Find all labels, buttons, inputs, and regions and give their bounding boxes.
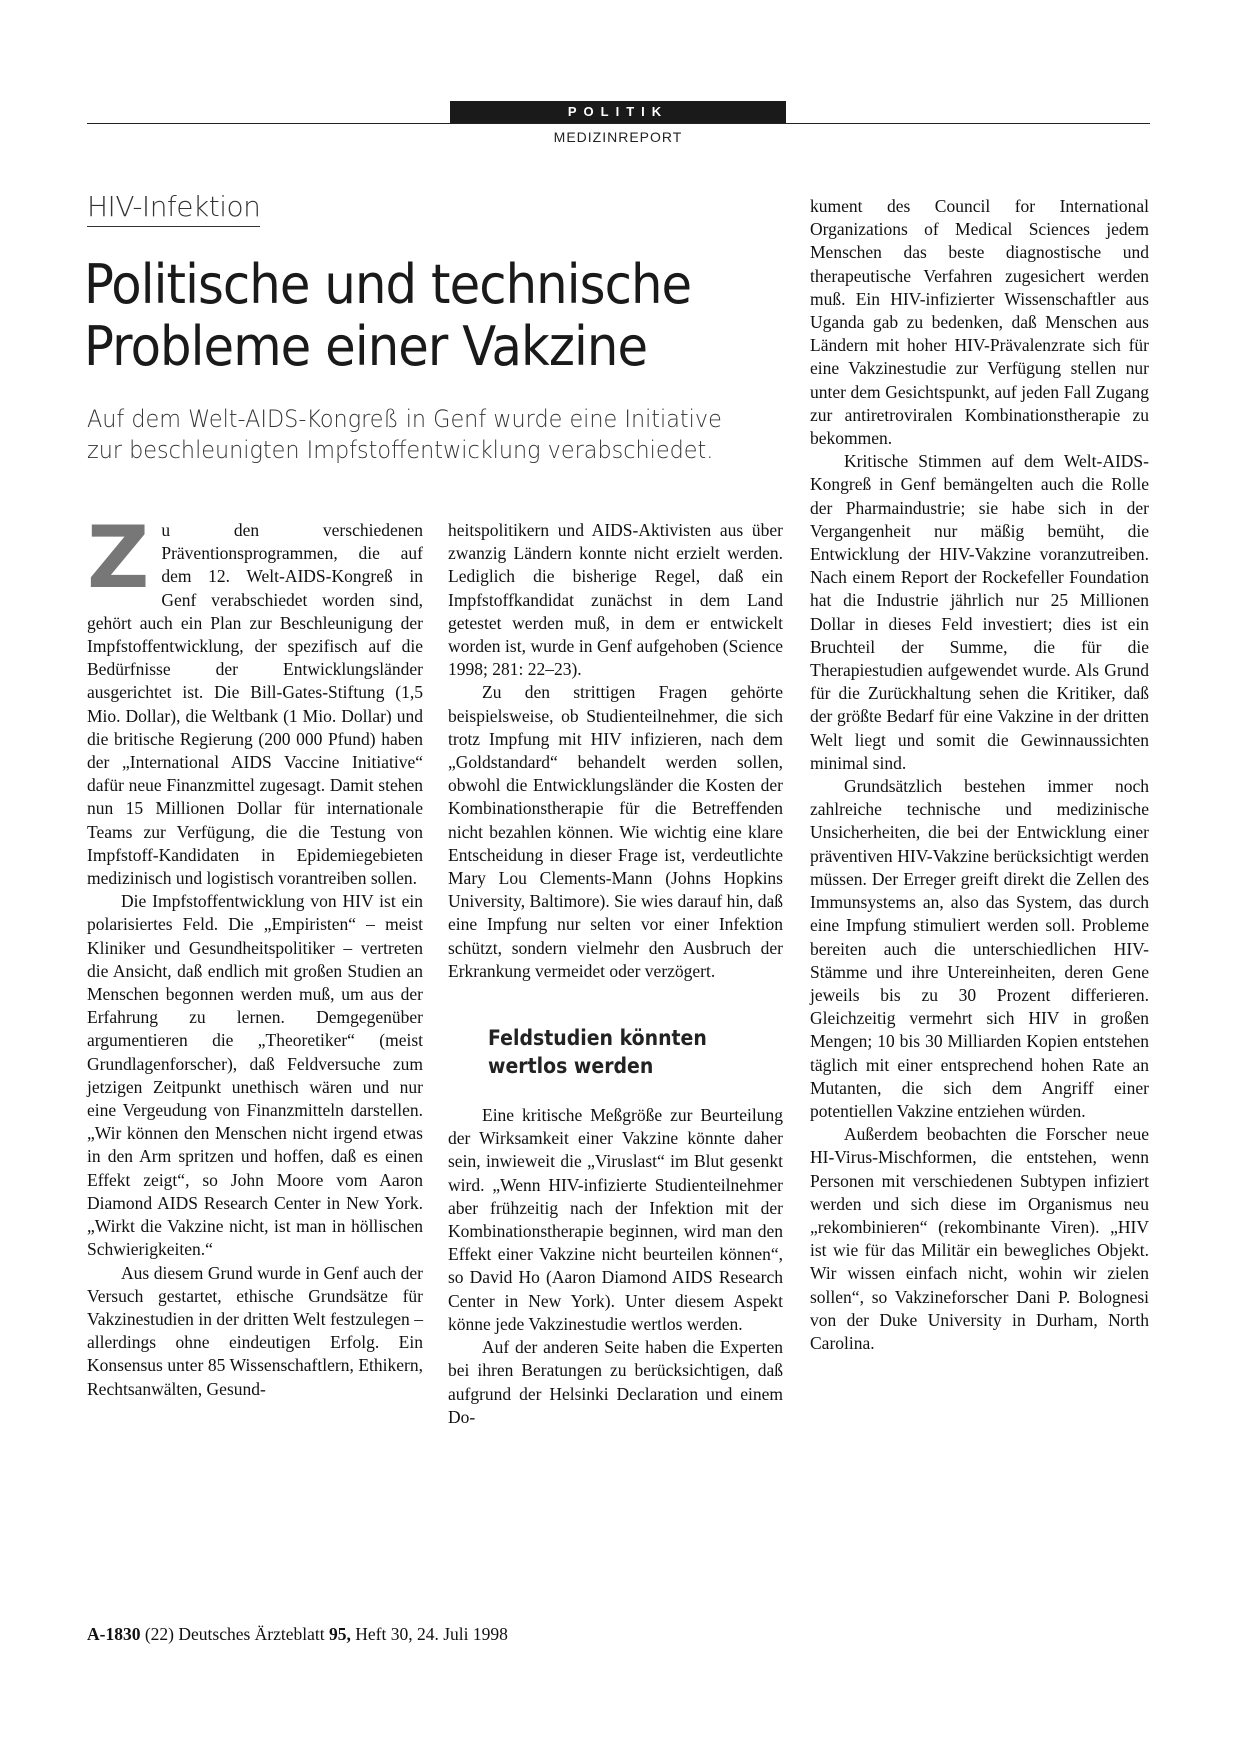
paragraph: Kritische Stimmen auf dem Welt-AIDS-Kongreß in Genf bemängelten auch die Rolle der Pharmaindustrie; sie habe sich in der Vergangenheit nur mäßig bemüht, die Entwicklung der HIV-Vakzine voranzutreiben. Nach einem Report der Rockefeller Foundation hat die Industrie jährlich nur 25 Millionen Dollar in dieses Feld investiert; dies ist ein Bruchteil der Summe, die für die Therapiestudien aufgewendet wurde. Als Grund für die Zurückhaltung sehen die Kritiker, daß der größte Bedarf für eine Vakzine in der dritten Welt liegt und somit die Gewinnaussichten minimal sind.	[810, 451, 1149, 773]
subheading	[488, 1024, 754, 1080]
paragraph: kument des Council for International Organizations of Medical Sciences jedem Menschen das beste diagnostische und therapeutische Verfahren zugesichert werden muß. Ein HIV-infizierter Wissenschaftler aus Uganda gab zu bedenken, daß Menschen aus Ländern mit hoher HIV-Prävalenzrate sich für eine Vakzinestudie zur Verfügung stellen nur unter dem Gesichtspunkt, auf jeden Fall Zugang zur antiretroviralen Kombinationstherapie zu bekommen.	[810, 196, 1149, 449]
header-rule	[87, 123, 1150, 124]
paragraph: Die Impfstoffentwicklung von HIV ist ein polarisiertes Feld. Die „Empiristen“ – meist Kliniker und Gesundheitspolitiker – vertreten die Ansicht, daß endlich mit großen Studien an Menschen begonnen werden muß, um aus der Erfahrung zu lernen. Demgegenüber argumentieren die „Theoretiker“ (meist Grundlagenforscher), daß Feldversuche zum jetzigen Zeitpunkt unethisch wären und nur eine Vergeudung von Finanzmitteln darstellen. „Wir können den Menschen nicht irgend etwas in den Arm spritzen und hoffen, daß es einen Effekt zeigt“, so John Moore vom Aaron Diamond AIDS Research Center in New York. „Wirkt die Vakzine nicht, ist man in höllischen Schwierigkeiten.“	[87, 891, 423, 1260]
subheading-line-1: Feldstudien könnten	[488, 1026, 707, 1051]
article-headline	[84, 254, 728, 378]
article-kicker: HIV-Infektion	[87, 190, 260, 227]
volume-number: 95,	[329, 1624, 351, 1644]
section-label: POLITIK	[450, 101, 786, 123]
paragraph: Auf der anderen Seite haben die Experten bei ihren Beratungen zu berücksichtigen, daß aufgrund der Helsinki Declaration und einem Do-	[448, 1337, 783, 1427]
issue-prefix: (22) Deutsches Ärzteblatt	[144, 1624, 325, 1644]
paragraph: Zu den strittigen Fragen gehörte beispielsweise, ob Studienteilnehmer, die sich trotz Impfung mit HIV infizieren, nach dem „Goldstandard“ behandelt werden sollen, obwohl die Entwicklungsländer die Kosten der Kombinationstherapie für die Betreffenden nicht bezahlen können. Wie wichtig eine klare Entscheidung in dieser Frage ist, verdeutlichte Mary Lou Clements-Mann (Johns Hopkins University, Baltimore). Sie wies darauf hin, daß eine Impfung nur selten vor einer Infektion schützt, sondern vielmehr den Ausbruch der Erkrankung vermeidet oder verzögert.	[448, 682, 783, 981]
paragraph: Außerdem beobachten die Forscher neue HI-Virus-Mischformen, die entstehen, wenn Personen mit verschiedenen Subtypen infiziert werden und sich diese im Organismus neu „rekombinieren“ (rekombinante Viren). „HIV ist wie für das Militär ein bewegliches Objekt. Wir wissen einfach nicht, wohin wir zielen sollen“, so Vakzineforscher Dani P. Bolognesi von der Duke University in Durham, North Carolina.	[810, 1124, 1149, 1353]
page-footer	[87, 1624, 508, 1645]
text-column-1	[87, 508, 423, 1401]
text-column-2	[448, 519, 783, 1429]
subsection-label: MEDIZINREPORT	[553, 129, 683, 145]
drop-cap: Z	[87, 508, 150, 608]
subheading-line-2: wertlos werden	[488, 1054, 654, 1079]
headline-line-2: Probleme einer Vakzine	[84, 315, 648, 378]
issue-details: Heft 30, 24. Juli 1998	[355, 1624, 508, 1644]
article-standfirst: Auf dem Welt-AIDS-Kongreß in Genf wurde eine Initiative zur beschleunigten Impfstoffentwicklung verabschiedet.	[87, 405, 722, 464]
paragraph: Aus diesem Grund wurde in Genf auch der Versuch gestartet, ethische Grundsätze für Vakzinestudien in der dritten Welt festzulegen – allerdings ohne eindeutigen Erfolg. Ein Konsensus unter 85 Wissenschaftlern, Ethikern, Rechtsanwälten, Gesund-	[87, 1262, 423, 1399]
paragraph: heitspolitikern und AIDS-Aktivisten aus über zwanzig Ländern konnte nicht erzielt werden. Lediglich die bisherige Regel, daß ein Impfstoffkandidat zunächst in dem Land getestet werden muß, in dem er entwickelt worden ist, wurde in Genf aufgehoben (Science 1998; 281: 22–23).	[448, 520, 783, 680]
paragraph: Eine kritische Meßgröße zur Beurteilung der Wirksamkeit einer Vakzine könnte daher sein, inwieweit die „Viruslast“ im Blut gesenkt wird. „Wenn HIV-infizierte Studienteilnehmer aber frühzeitig nach der Infektion mit der Kombinationstherapie beginnen, wird man den Effekt einer Vakzine nicht beurteilen können“, so David Ho (Aaron Diamond AIDS Research Center in New York). Unter diesem Aspekt könne jede Vakzinestudie wertlos werden.	[448, 1105, 783, 1334]
page-number: A-1830	[87, 1624, 141, 1644]
paragraph: u den verschiedenen Präventionsprogrammen, die auf dem 12. Welt-AIDS-Kongreß in Genf verabschiedet worden sind, gehört auch ein Plan zur Beschleunigung der Impfstoffentwicklung, der spezifisch auf die Bedürfnisse der Entwicklungsländer ausgerichtet ist. Die Bill-Gates-Stiftung (1,5 Mio. Dollar), die Weltbank (1 Mio. Dollar) und die britische Regierung (200 000 Pfund) haben der „International AIDS Vaccine Initiative“ dafür neue Finanzmittel zugesagt. Damit stehen nun 15 Millionen Dollar für internationale Teams zur Verfügung, die die Testung von Impfstoff-Kandidaten in Epidemiegebieten medizinisch und logistisch vorantreiben sollen.	[87, 520, 423, 889]
text-column-3	[810, 195, 1149, 1355]
headline-line-1: Politische und technische	[84, 253, 692, 316]
paragraph: Grundsätzlich bestehen immer noch zahlreiche technische und medizinische Unsicherheiten, die bei der Entwicklung einer präventiven HIV-Vakzine berücksichtigt werden müssen. Der Erreger greift direkt die Zellen des Immunsystems an, also das System, das durch eine Impfung stimuliert werden soll. Probleme bereiten auch die unterschiedlichen HIV-Stämme und ihre Untereinheiten, deren Gene jeweils bis zu 30 Prozent differieren. Gleichzeitig vermehrt sich HIV in großen Mengen; 10 bis 30 Milliarden Kopien entstehen täglich mit einer entsprechend hohen Rate an Mutanten, die sich dem Angriff einer potentiellen Vakzine entziehen würden.	[810, 776, 1149, 1121]
